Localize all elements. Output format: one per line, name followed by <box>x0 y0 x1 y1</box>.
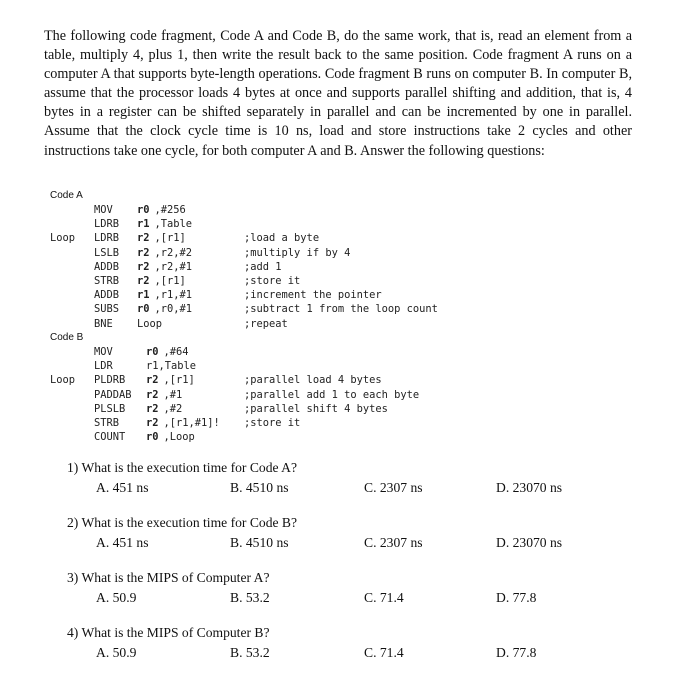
code-b-listing <box>50 345 490 444</box>
code-line <box>50 430 490 444</box>
code-line <box>50 373 490 387</box>
answer-option-d[interactable]: D. 23070 ns <box>496 535 563 550</box>
code-opcode: MOV <box>94 204 113 216</box>
code-opcode: PLSLB <box>94 402 126 415</box>
question-stem: 3) What is the MIPS of Computer A? <box>67 570 270 585</box>
code-line <box>50 274 490 288</box>
code-opcode: LDRB <box>94 218 120 231</box>
code-line <box>50 217 490 231</box>
code-register: r2 <box>137 274 150 287</box>
code-operands: ,#64 <box>163 346 189 358</box>
code-operands: ,Loop <box>163 431 195 444</box>
code-line <box>50 359 490 373</box>
code-register: r2 <box>137 232 150 245</box>
code-comment: ;store it <box>244 274 301 287</box>
code-opcode: ADDB <box>94 289 120 302</box>
code-comment: ;increment the pointer <box>244 289 382 302</box>
code-line <box>50 260 490 274</box>
code-operands: ,[r1] <box>163 374 195 387</box>
code-register: r0 <box>137 204 150 216</box>
code-opcode: STRB <box>94 416 120 429</box>
code-line <box>50 246 490 260</box>
code-label-text: Loop <box>50 374 76 387</box>
code-opcode: PADDAB <box>94 388 132 401</box>
answer-option-a[interactable]: A. 50.9 <box>96 645 137 660</box>
code-comment: ;store it <box>244 416 301 429</box>
code-opcode: LDRB <box>94 232 120 245</box>
code-opcode: LDR <box>94 360 113 373</box>
code-a-title: Code A <box>50 190 83 201</box>
answer-option-b[interactable]: B. 4510 ns <box>230 535 289 550</box>
code-opcode: STRB <box>94 274 120 287</box>
code-operands: ,[r1,#1]! <box>163 416 220 429</box>
code-register: r2 <box>146 416 159 429</box>
code-line <box>50 416 490 430</box>
answer-option-a[interactable]: A. 451 ns <box>96 480 149 495</box>
answer-option-b[interactable]: B. 53.2 <box>230 645 270 660</box>
code-comment: ;repeat <box>244 317 288 330</box>
problem-description: The following code fragment, Code A and Code B, do the same work, that is, read an element from a table, multiply 4, plus 1, then write the result back to the same position. Code fragment A runs on a computer A that supports byte-length operations. Code fragment B runs on computer B. In computer B, assume that the processor loads 4 bytes at once and supports parallel shifting and addition, that is, 4 bytes in a register can be shifted separately in parallel and can be incremented by one in parallel. Assume that the clock cycle time is 10 ns, load and store instructions take 2 cycles and other instructions take one cycle, for both computer A and B. Answer the following questions: <box>44 28 632 159</box>
code-register: r2 <box>137 260 150 273</box>
answer-option-d[interactable]: D. 23070 ns <box>496 480 563 495</box>
code-comment: ;parallel load 4 bytes <box>244 374 382 387</box>
code-comment: ;parallel add 1 to each byte <box>244 388 420 401</box>
code-b-title: Code B <box>50 332 84 343</box>
code-line <box>50 402 490 416</box>
code-opcode: MOV <box>94 346 113 358</box>
answer-option-a[interactable]: A. 451 ns <box>96 535 149 550</box>
code-register: r2 <box>146 374 159 387</box>
code-operands: ,r0,#1 <box>154 303 193 316</box>
answer-option-d[interactable]: D. 77.8 <box>496 590 537 605</box>
code-register: r1 <box>137 289 150 302</box>
code-comment: ;subtract 1 from the loop count <box>244 303 438 316</box>
code-opcode: SUBS <box>94 303 120 316</box>
code-register: r2 <box>146 402 159 415</box>
code-line <box>50 288 490 302</box>
code-operands: r1,Table <box>146 360 197 373</box>
code-operands: ,#2 <box>163 402 183 415</box>
code-opcode: BNE <box>94 317 113 330</box>
answer-option-c[interactable]: C. 2307 ns <box>364 480 423 495</box>
code-comment: ;add 1 <box>244 260 282 273</box>
code-register: r2 <box>137 246 150 259</box>
code-comment: ;load a byte <box>244 232 320 245</box>
code-line <box>50 302 490 316</box>
code-opcode: PLDRB <box>94 374 126 387</box>
code-operands: Loop <box>137 317 163 330</box>
answer-option-c[interactable]: C. 71.4 <box>364 590 404 605</box>
code-register: r0 <box>137 303 150 316</box>
code-operands: ,#256 <box>154 204 186 216</box>
code-operands: ,#1 <box>163 388 183 401</box>
code-register: r0 <box>146 431 159 444</box>
code-comment: ;multiply if by 4 <box>244 246 351 259</box>
code-line <box>50 388 490 402</box>
answer-option-b[interactable]: B. 53.2 <box>230 590 270 605</box>
code-register: r1 <box>137 218 150 231</box>
answer-option-b[interactable]: B. 4510 ns <box>230 480 289 495</box>
code-register: r2 <box>146 388 159 401</box>
answer-option-c[interactable]: C. 71.4 <box>364 645 404 660</box>
code-operands: ,[r1] <box>154 274 186 287</box>
code-comment: ;parallel shift 4 bytes <box>244 402 388 415</box>
code-label-text: Loop <box>50 232 76 245</box>
question-stem: 1) What is the execution time for Code A? <box>67 460 298 475</box>
code-opcode: ADDB <box>94 260 120 273</box>
code-line <box>50 317 490 331</box>
code-a-listing <box>50 203 490 331</box>
code-register: r0 <box>146 346 159 358</box>
question-stem: 4) What is the MIPS of Computer B? <box>67 625 270 640</box>
code-line <box>50 345 490 359</box>
code-operands: ,r2,#1 <box>154 260 193 273</box>
code-operands: ,[r1] <box>154 232 186 245</box>
question-stem: 2) What is the execution time for Code B? <box>67 515 298 530</box>
code-operands: ,r1,#1 <box>154 289 193 302</box>
code-line <box>50 203 490 217</box>
code-operands: ,r2,#2 <box>154 246 193 259</box>
answer-option-a[interactable]: A. 50.9 <box>96 590 137 605</box>
code-opcode: LSLB <box>94 246 120 259</box>
answer-option-c[interactable]: C. 2307 ns <box>364 535 423 550</box>
code-opcode: COUNT <box>94 431 126 444</box>
code-line <box>50 231 490 245</box>
code-operands: ,Table <box>154 218 193 231</box>
answer-option-d[interactable]: D. 77.8 <box>496 645 537 660</box>
